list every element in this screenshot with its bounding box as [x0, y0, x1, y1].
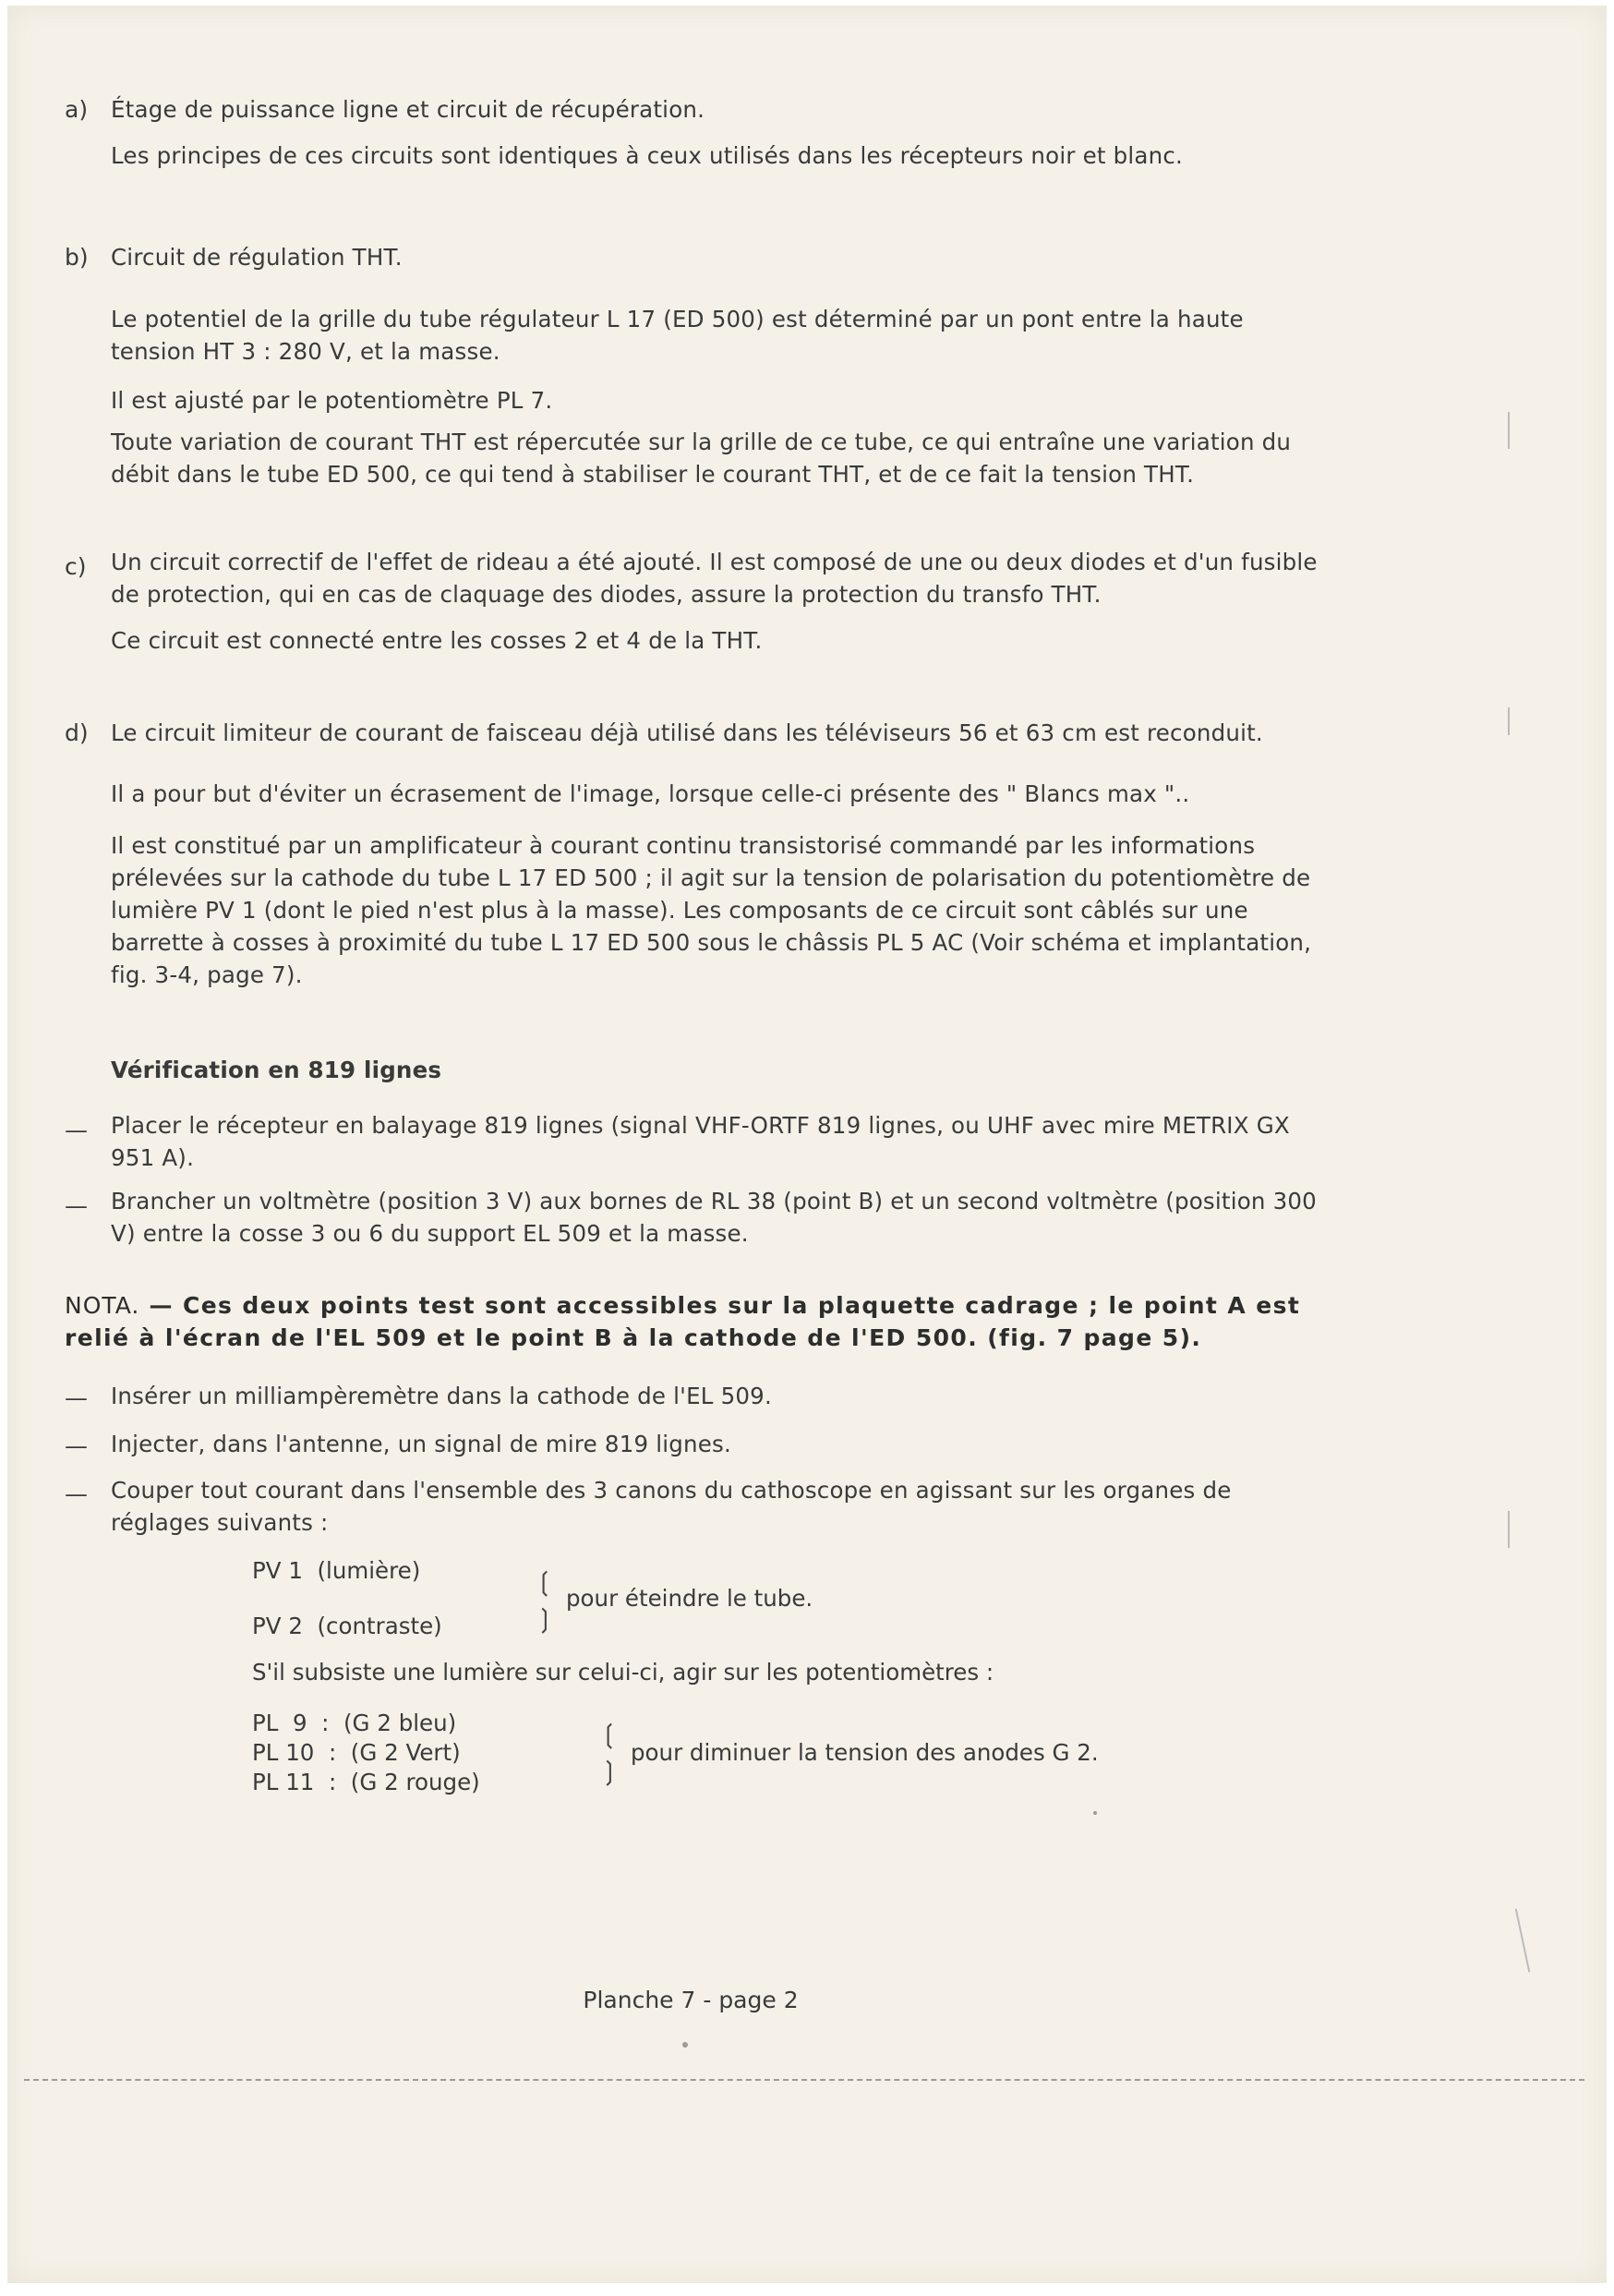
section-b-title: Circuit de régulation THT. [111, 244, 403, 271]
fold-line [24, 2079, 1584, 2081]
control-pl10: PL 10 : (G 2 Vert) [252, 1739, 461, 1766]
section-b-paragraph-1: Le potentiel de la grille du tube régulateur L 17 (ED 500) est déterminé par un pont entre la haute tension HT 3 : 280 V, et la masse. [111, 306, 1244, 365]
section-c-paragraph-2: Ce circuit est connecté entre les cosses 2 et 4 de la THT. [111, 627, 763, 654]
ink-spot [1093, 1811, 1097, 1815]
step-4-dash: — [65, 1432, 88, 1459]
pl-brace-top: ❲ [598, 1719, 620, 1749]
section-a-paragraph: Les principes de ces circuits sont identiques à ceux utilisés dans les récepteurs noir et blanc. [111, 142, 1184, 169]
verification-heading: Vérification en 819 lignes [111, 1057, 442, 1083]
nota-label: NOTA. [65, 1292, 140, 1319]
ink-spot [682, 2042, 688, 2048]
section-a-marker: a) [65, 96, 89, 123]
step-1-dash: — [65, 1117, 88, 1143]
section-a-title: Étage de puissance ligne et circuit de récupération. [111, 96, 705, 123]
nota-block [65, 1289, 1325, 1354]
step-3-dash: — [65, 1384, 88, 1411]
section-b-paragraph-3: Toute variation de courant THT est répercutée sur la grille de ce tube, ce qui entraîne une variation du débit dans le tube ED 500, ce qui tend à stabiliser le courant THT, et de ce fait la tension THT. [111, 429, 1292, 488]
section-c-marker: c) [65, 553, 87, 580]
step-4-text: Injecter, dans l'antenne, un signal de mire 819 lignes. [111, 1431, 731, 1457]
control-pv1: PV 1 (lumière) [252, 1557, 421, 1584]
section-d-paragraph-1: Le circuit limiteur de courant de faisceau déjà utilisé dans les téléviseurs 56 et 63 cm est reconduit. [111, 719, 1263, 746]
scan-mark [1508, 1511, 1510, 1548]
nota-text: — Ces deux points test sont accessibles sur la plaquette cadrage ; le point A est relié à l'écran de l'EL 509 et le point B à la cathode de l'ED 500. (fig. 7 page 5). [65, 1292, 1301, 1351]
subsist-line: S'il subsiste une lumière sur celui-ci, agir sur les potentiomètres : [252, 1659, 994, 1686]
scan-mark [1508, 707, 1510, 735]
document-page [7, 6, 1607, 2283]
step-3-text: Insérer un milliampèremètre dans la cathode de l'EL 509. [111, 1383, 772, 1409]
step-2-text: Brancher un voltmètre (position 3 V) aux bornes de RL 38 (point B) et un second voltmètre (position 300 V) entre la cosse 3 ou 6 du support EL 509 et la masse. [111, 1188, 1317, 1247]
pv-brace-bottom: ❳ [534, 1603, 556, 1634]
section-b-paragraph-2: Il est ajusté par le potentiomètre PL 7. [111, 387, 553, 414]
pv-note: pour éteindre le tube. [566, 1585, 813, 1612]
step-5-dash: — [65, 1480, 88, 1507]
control-pl11: PL 11 : (G 2 rouge) [252, 1769, 480, 1795]
pv-brace-top: ❲ [534, 1566, 556, 1597]
scan-mark [1515, 1909, 1531, 1973]
section-d-marker: d) [65, 719, 89, 746]
section-d-paragraph-2: Il a pour but d'éviter un écrasement de l'image, lorsque celle-ci présente des " Blancs max ".. [111, 780, 1190, 807]
step-1-text: Placer le récepteur en balayage 819 lignes (signal VHF-ORTF 819 lignes, ou UHF avec mire METRIX GX 951 A). [111, 1112, 1290, 1171]
scan-mark [1508, 412, 1510, 449]
pl-note: pour diminuer la tension des anodes G 2. [631, 1739, 1099, 1766]
section-d-paragraph-3: Il est constitué par un amplificateur à courant continu transistorisé commandé par les informations prélevées sur la cathode du tube L 17 ED 500 ; il agit sur la tension de polarisation du potentiomètre de lumière PV 1 (dont le pied n'est plus à la masse). Les composants de ce circuit sont câblés sur une barrette à cosses à proximité du tube L 17 ED 500 sous le châssis PL 5 AC (Voir schéma et implantation, fig. 3-4, page 7). [111, 832, 1312, 988]
section-b-marker: b) [65, 244, 89, 271]
step-2-dash: — [65, 1192, 88, 1219]
section-c-paragraph-1: Un circuit correctif de l'effet de rideau a été ajouté. Il est composé de une ou deux diodes et d'un fusible de protection, qui en cas de claquage des diodes, assure la protection du transfo THT. [111, 549, 1318, 608]
control-pl9: PL 9 : (G 2 bleu) [252, 1710, 457, 1736]
pl-brace-bottom: ❳ [598, 1756, 620, 1786]
step-5-text: Couper tout courant dans l'ensemble des 3 canons du cathoscope en agissant sur les organes de réglages suivants : [111, 1477, 1232, 1536]
control-pv2: PV 2 (contraste) [252, 1613, 442, 1639]
page-footer: Planche 7 - page 2 [583, 1987, 799, 2013]
